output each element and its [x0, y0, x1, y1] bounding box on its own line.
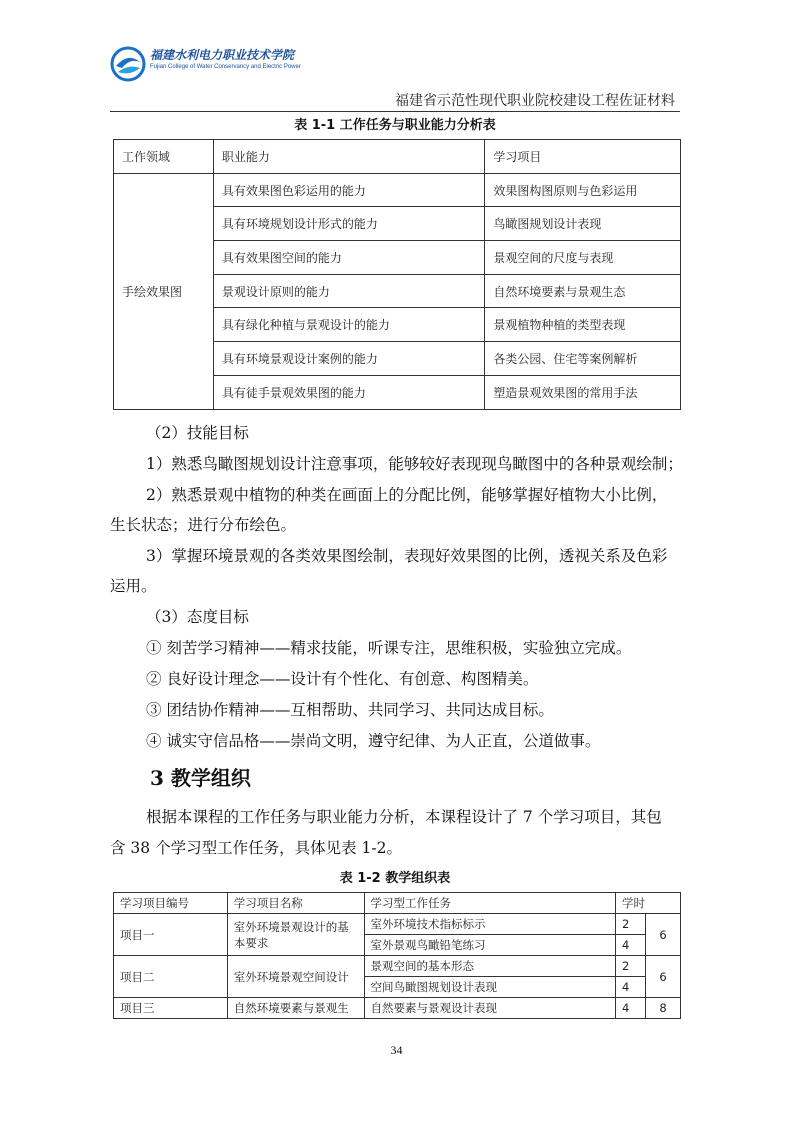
project-cell: 自然环境要素与景观生态 — [485, 274, 681, 308]
document-title: 福建省示范性现代职业院校建设工程佐证材料 — [395, 93, 675, 109]
section-heading: 3 教学组织 — [150, 766, 251, 790]
hours-cell: 4 — [616, 998, 646, 1019]
ability-cell: 具有效果图色彩运用的能力 — [213, 173, 484, 207]
ability-cell: 具有徒手景观效果图的能力 — [213, 375, 484, 409]
table-row — [114, 914, 681, 935]
logo-text-en: Fujian College of Water Conservancy and Electric Power — [150, 64, 301, 70]
hours-cell: 4 — [616, 977, 646, 998]
task-cell: 空间鸟瞰图规划设计表现 — [364, 977, 615, 998]
total-hours-cell: 8 — [646, 998, 681, 1019]
header-divider — [110, 111, 680, 112]
hours-cell: 2 — [616, 956, 646, 977]
table2-caption: 表 1-2 教学组织表 — [339, 871, 451, 886]
hours-cell: 4 — [616, 935, 646, 956]
task-cell: 室外环境技术指标标示 — [364, 914, 615, 935]
task-cell: 室外景观鸟瞰铅笔练习 — [364, 935, 615, 956]
attitude-heading: （3）态度目标 — [146, 608, 249, 626]
project-cell: 鸟瞰图规划设计表现 — [485, 207, 681, 241]
attitude-item: ② 良好设计理念——设计有个性化、有创意、构图精美。 — [146, 670, 539, 688]
header-cell: 职业能力 — [213, 140, 484, 174]
project-cell: 效果图构图原则与色彩运用 — [485, 173, 681, 207]
skills-item-2: 2）熟悉景观中植物的种类在画面上的分配比例，能够掌握好植物大小比例， — [146, 486, 668, 504]
skills-item-2-cont: 生长状态；进行分布绘色。 — [110, 516, 297, 534]
page-number: 34 — [390, 1043, 403, 1057]
project-id-cell: 项目三 — [114, 998, 228, 1019]
work-domain-cell: 手绘效果图 — [114, 173, 214, 409]
table-row — [114, 998, 681, 1019]
section3-paragraph: 根据本课程的工作任务与职业能力分析，本课程设计了 7 个学习项目，其包 — [146, 808, 662, 826]
project-name-cell: 自然环境要素与景观生 — [227, 998, 364, 1019]
header-cell: 学习项目编号 — [114, 893, 228, 914]
school-logo — [110, 42, 310, 94]
attitude-item: ① 刻苦学习精神——精求技能，听课专注，思维积极，实验独立完成。 — [146, 639, 632, 657]
task-cell: 景观空间的基本形态 — [364, 956, 615, 977]
total-hours-cell: 6 — [646, 914, 681, 956]
skills-heading: （2）技能目标 — [146, 424, 249, 442]
section3-paragraph-cont: 含 38 个学习型工作任务，具体见表 1-2。 — [110, 839, 402, 857]
skills-item-3-cont: 运用。 — [110, 577, 157, 595]
table-header-row — [114, 893, 681, 914]
table1-caption: 表 1-1 工作任务与职业能力分析表 — [294, 118, 496, 133]
skills-item-3: 3）掌握环境景观的各类效果图绘制，表现好效果图的比例，透视关系及色彩 — [146, 547, 668, 565]
hours-cell: 2 — [616, 914, 646, 935]
school-emblem-icon — [110, 46, 146, 82]
project-cell: 各类公园、住宅等案例解析 — [485, 342, 681, 376]
project-cell: 塑造景观效果图的常用手法 — [485, 375, 681, 409]
table-row — [114, 956, 681, 977]
logo-text-cn: 福建水利电力职业技术学院 — [150, 48, 295, 62]
attitude-item: ④ 诚实守信品格——崇尚文明，遵守纪律、为人正直，公道做事。 — [146, 732, 601, 750]
ability-cell: 具有效果图空间的能力 — [213, 241, 484, 275]
table-teaching-organization — [113, 892, 681, 1019]
project-id-cell: 项目一 — [114, 914, 228, 956]
project-name-cell: 室外环境景观设计的基本要求 — [227, 914, 364, 956]
header-cell: 学习项目名称 — [227, 893, 364, 914]
header-cell: 学时 — [616, 893, 681, 914]
header-cell: 学习项目 — [485, 140, 681, 174]
project-cell: 景观植物种植的类型表现 — [485, 308, 681, 342]
task-cell: 自然要素与景观设计表现 — [364, 998, 615, 1019]
project-cell: 景观空间的尺度与表现 — [485, 241, 681, 275]
ability-cell: 具有环境景观设计案例的能力 — [213, 342, 484, 376]
skills-item-1: 1）熟悉鸟瞰图规划设计注意事项，能够较好表现现鸟瞰图中的各种景观绘制； — [146, 455, 683, 473]
project-id-cell: 项目二 — [114, 956, 228, 998]
table-row — [114, 173, 681, 207]
header-cell: 学习型工作任务 — [364, 893, 615, 914]
header-cell: 工作领域 — [114, 140, 214, 174]
ability-cell: 景观设计原则的能力 — [213, 274, 484, 308]
attitude-item: ③ 团结协作精神——互相帮助、共同学习、共同达成目标。 — [146, 701, 554, 719]
ability-cell: 具有环境规划设计形式的能力 — [213, 207, 484, 241]
table-work-task-analysis — [113, 139, 681, 410]
table-header-row — [114, 140, 681, 174]
total-hours-cell: 6 — [646, 956, 681, 998]
ability-cell: 具有绿化种植与景观设计的能力 — [213, 308, 484, 342]
project-name-cell: 室外环境景观空间设计 — [227, 956, 364, 998]
